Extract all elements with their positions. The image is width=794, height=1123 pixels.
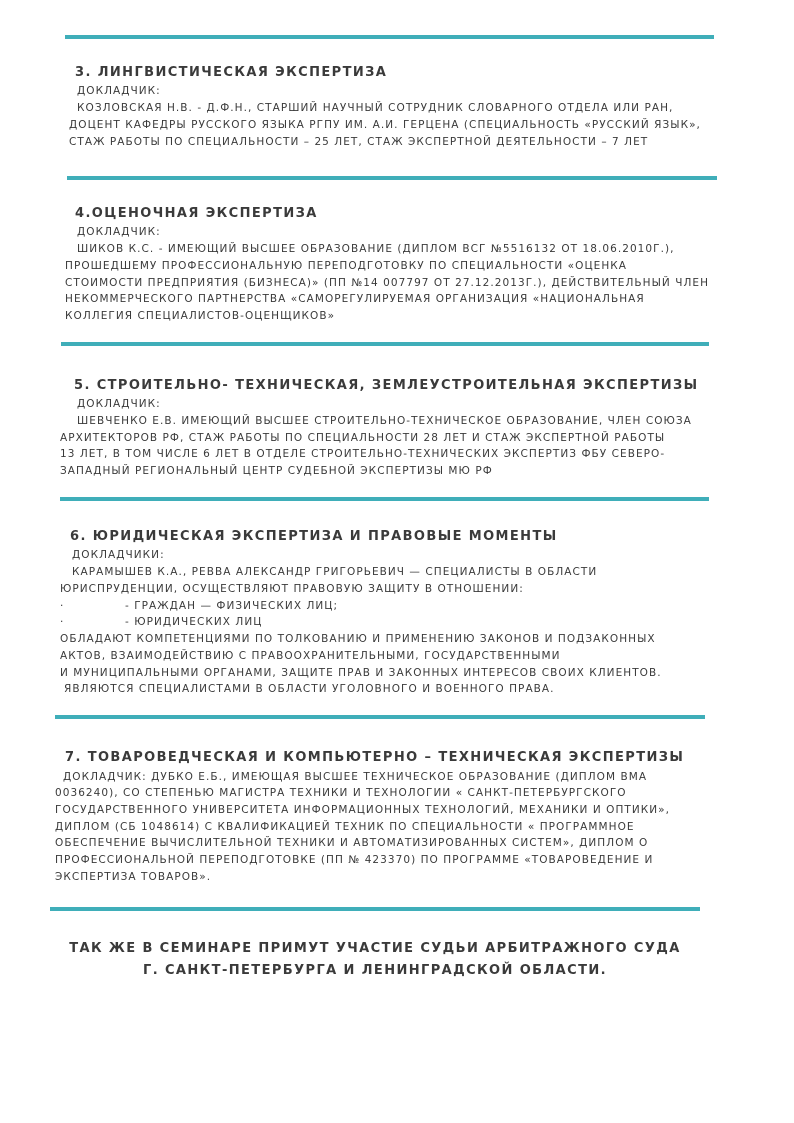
section-text-line: АКТОВ, ВЗАИМОДЕЙСТВИЮ С ПРАВООХРАНИТЕЛЬНЫМИ, ГОСУДАРСТВЕННЫМИ xyxy=(60,650,561,662)
footer-note-line-1: ТАК ЖЕ В СЕМИНАРЕ ПРИМУТ УЧАСТИЕ СУДЬИ АРБИТРАЖНОГО СУДА xyxy=(69,941,681,956)
divider-rule xyxy=(61,342,709,346)
footer-note-line-2: Г. САНКТ-ПЕТЕРБУРГА И ЛЕНИНГРАДСКОЙ ОБЛАСТИ. xyxy=(143,963,607,978)
section-text-line: КОЗЛОВСКАЯ Н.В. - Д.Ф.Н., СТАРШИЙ НАУЧНЫЙ СОТРУДНИК СЛОВАРНОГО ОТДЕЛА ИЛИ РАН, xyxy=(77,102,674,114)
section-text-line: ПРОФЕССИОНАЛЬНОЙ ПЕРЕПОДГОТОВКЕ (ПП № 423370) ПО ПРОГРАММЕ «ТОВАРОВЕДЕНИЕ И xyxy=(55,854,654,866)
bullet-mark: · xyxy=(60,616,65,628)
bullet-item: - ЮРИДИЧЕСКИХ ЛИЦ xyxy=(125,616,263,628)
section-text-line: ДОЦЕНТ КАФЕДРЫ РУССКОГО ЯЗЫКА РГПУ ИМ. А.И. ГЕРЦЕНА (СПЕЦИАЛЬНОСТЬ «РУССКИЙ ЯЗЫК», xyxy=(69,119,701,131)
section-title: 3. ЛИНГВИСТИЧЕСКАЯ ЭКСПЕРТИЗА xyxy=(75,65,388,80)
section-title: 7. ТОВАРОВЕДЧЕСКАЯ И КОМПЬЮТЕРНО – ТЕХНИЧЕСКАЯ ЭКСПЕРТИЗЫ xyxy=(65,750,685,765)
divider-rule xyxy=(67,176,717,180)
section-text-line: ЮРИСПРУДЕНЦИИ, ОСУЩЕСТВЛЯЮТ ПРАВОВУЮ ЗАЩИТУ В ОТНОШЕНИИ: xyxy=(60,583,524,595)
section-text-line: КОЛЛЕГИЯ СПЕЦИАЛИСТОВ-ОЦЕНЩИКОВ» xyxy=(65,310,336,322)
section-title: 5. СТРОИТЕЛЬНО- ТЕХНИЧЕСКАЯ, ЗЕМЛЕУСТРОИТЕЛЬНАЯ ЭКСПЕРТИЗЫ xyxy=(74,378,699,393)
speaker-label: ДОКЛАДЧИК: xyxy=(77,85,161,97)
section-text-line: ШИКОВ К.С. - ИМЕЮЩИЙ ВЫСШЕЕ ОБРАЗОВАНИЕ (ДИПЛОМ ВСГ №5516132 ОТ 18.06.2010Г.), xyxy=(77,243,675,255)
section-text-line: ПРОШЕДШЕМУ ПРОФЕССИОНАЛЬНУЮ ПЕРЕПОДГОТОВКУ ПО СПЕЦИАЛЬНОСТИ «ОЦЕНКА xyxy=(65,260,628,272)
section-text-line: КАРАМЫШЕВ К.А., РЕВВА АЛЕКСАНДР ГРИГОРЬЕВИЧ — СПЕЦИАЛИСТЫ В ОБЛАСТИ xyxy=(72,566,598,578)
speaker-label: ДОКЛАДЧИКИ: xyxy=(72,549,165,561)
section-text-line: ЗАПАДНЫЙ РЕГИОНАЛЬНЫЙ ЦЕНТР СУДЕБНОЙ ЭКСПЕРТИЗЫ МЮ РФ xyxy=(60,465,493,477)
section-text-line: ОБЕСПЕЧЕНИЕ ВЫЧИСЛИТЕЛЬНОЙ ТЕХНИКИ И АВТОМАТИЗИРОВАННЫХ СИСТЕМ», ДИПЛОМ О xyxy=(55,837,649,849)
divider-rule xyxy=(60,497,709,501)
section-text-line: НЕКОММЕРЧЕСКОГО ПАРТНЕРСТВА «САМОРЕГУЛИРУЕМАЯ ОРГАНИЗАЦИЯ «НАЦИОНАЛЬНАЯ xyxy=(65,293,645,305)
section-text-line: ЭКСПЕРТИЗА ТОВАРОВ». xyxy=(55,871,212,883)
bullet-mark: · xyxy=(60,600,65,612)
bullet-item: - ГРАЖДАН — ФИЗИЧЕСКИХ ЛИЦ; xyxy=(125,600,339,612)
speaker-label: ДОКЛАДЧИК: xyxy=(77,226,161,238)
divider-rule xyxy=(50,907,700,911)
section-text-line: И МУНИЦИПАЛЬНЫМИ ОРГАНАМИ, ЗАЩИТЕ ПРАВ И ЗАКОННЫХ ИНТЕРЕСОВ СВОИХ КЛИЕНТОВ. xyxy=(60,667,662,679)
section-title: 4.ОЦЕНОЧНАЯ ЭКСПЕРТИЗА xyxy=(75,206,318,221)
section-text-line: СТАЖ РАБОТЫ ПО СПЕЦИАЛЬНОСТИ – 25 ЛЕТ, СТАЖ ЭКСПЕРТНОЙ ДЕЯТЕЛЬНОСТИ – 7 ЛЕТ xyxy=(69,136,649,148)
section-text-line: ДИПЛОМ (СБ 1048614) С КВАЛИФИКАЦИЕЙ ТЕХНИК ПО СПЕЦИАЛЬНОСТИ « ПРОГРАММНОЕ xyxy=(55,821,635,833)
section-text-line: 0036240), СО СТЕПЕНЬЮ МАГИСТРА ТЕХНИКИ И ТЕХНОЛОГИИ « САНКТ-ПЕТЕРБУРГСКОГО xyxy=(55,787,627,799)
section-text-line: ШЕВЧЕНКО Е.В. ИМЕЮЩИЙ ВЫСШЕЕ СТРОИТЕЛЬНО-ТЕХНИЧЕСКОЕ ОБРАЗОВАНИЕ, ЧЛЕН СОЮЗА xyxy=(77,415,692,427)
section-text-line: ДОКЛАДЧИК: ДУБКО Е.Б., ИМЕЮЩАЯ ВЫСШЕЕ ТЕХНИЧЕСКОЕ ОБРАЗОВАНИЕ (ДИПЛОМ ВМА xyxy=(63,771,648,783)
speaker-label: ДОКЛАДЧИК: xyxy=(77,398,161,410)
divider-rule xyxy=(55,715,705,719)
section-text-line: 13 ЛЕТ, В ТОМ ЧИСЛЕ 6 ЛЕТ В ОТДЕЛЕ СТРОИТЕЛЬНО-ТЕХНИЧЕСКИХ ЭКСПЕРТИЗ ФБУ СЕВЕРО- xyxy=(60,448,666,460)
section-title: 6. ЮРИДИЧЕСКАЯ ЭКСПЕРТИЗА И ПРАВОВЫЕ МОМЕНТЫ xyxy=(70,529,558,544)
section-text-line: ГОСУДАРСТВЕННОГО УНИВЕРСИТЕТА ИНФОРМАЦИОННЫХ ТЕХНОЛОГИЙ, МЕХАНИКИ И ОПТИКИ», xyxy=(55,804,671,816)
section-text-line: ОБЛАДАЮТ КОМПЕТЕНЦИЯМИ ПО ТОЛКОВАНИЮ И ПРИМЕНЕНИЮ ЗАКОНОВ И ПОДЗАКОННЫХ xyxy=(60,633,656,645)
section-text-line: АРХИТЕКТОРОВ РФ, СТАЖ РАБОТЫ ПО СПЕЦИАЛЬНОСТИ 28 ЛЕТ И СТАЖ ЭКСПЕРТНОЙ РАБОТЫ xyxy=(60,432,666,444)
section-text-line: СТОИМОСТИ ПРЕДПРИЯТИЯ (БИЗНЕСА)» (ПП №14 007797 ОТ 27.12.2013Г.), ДЕЙСТВИТЕЛЬНЫЙ ЧЛЕН xyxy=(65,277,710,289)
divider-rule xyxy=(65,35,714,39)
section-text-line: ЯВЛЯЮТСЯ СПЕЦИАЛИСТАМИ В ОБЛАСТИ УГОЛОВНОГО И ВОЕННОГО ПРАВА. xyxy=(64,683,555,695)
